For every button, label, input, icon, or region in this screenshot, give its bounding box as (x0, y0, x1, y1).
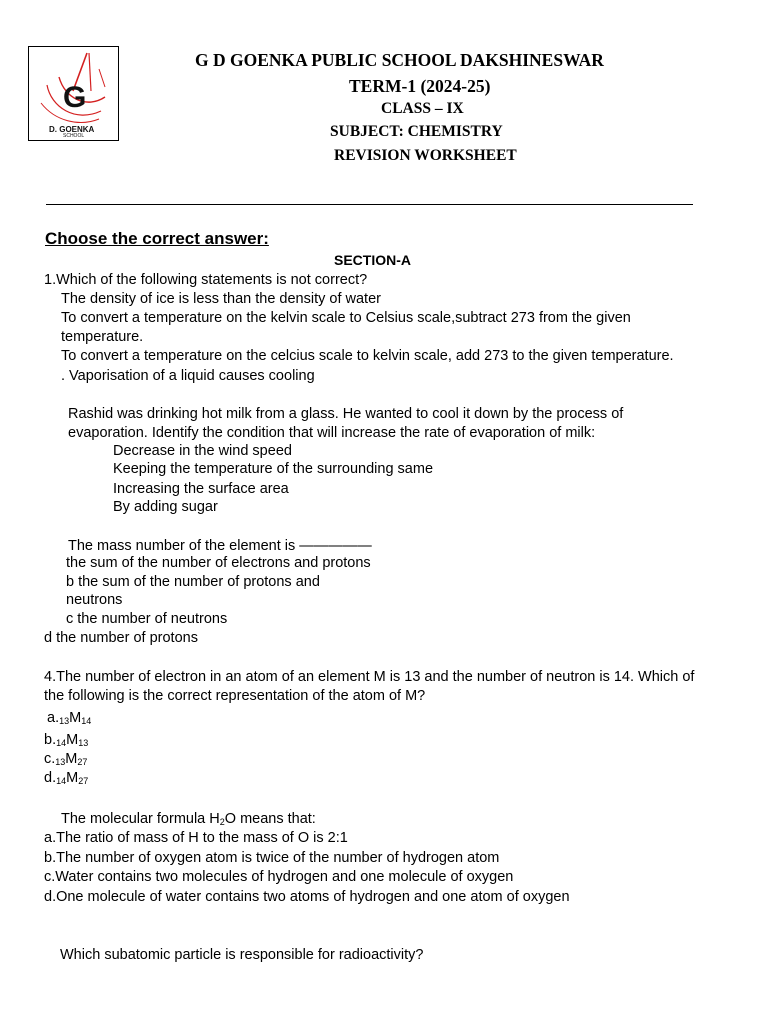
atomic-number: 14 (56, 738, 67, 748)
question-1-option-cont: temperature. (61, 329, 144, 345)
logo-brand: D. GOENKA (49, 125, 95, 134)
question-5-option: c.Water contains two molecules of hydrogen and one molecule of oxygen (44, 869, 514, 885)
question-4-stem: 4.The number of electron in an atom of an element M is 13 and the number of neutron is 14. Which of (44, 669, 695, 685)
question-1-option: The density of ice is less than the density of water (61, 291, 381, 307)
question-3-stem: The mass number of the element is ————— (68, 538, 372, 554)
question-5-stem (61, 810, 316, 831)
element-symbol: M (65, 751, 78, 767)
question-5-option: a.The ratio of mass of H to the mass of O is 2:1 (44, 830, 348, 846)
element-symbol: M (66, 770, 79, 786)
option-label: d. (44, 770, 57, 786)
mass-number: 14 (81, 716, 92, 726)
element-symbol: M (69, 710, 82, 726)
question-1-option: . Vaporisation of a liquid causes cooling (61, 368, 315, 384)
instruction-heading: Choose the correct answer: (45, 229, 269, 248)
question-4-option (47, 709, 91, 730)
question-6-stem: Which subatomic particle is responsible for radioactivity? (60, 947, 424, 963)
question-1-option: To convert a temperature on the celcius scale to kelvin scale, add 273 to the given temperature. (61, 348, 674, 364)
atomic-number: 14 (56, 776, 67, 786)
question-1-option: To convert a temperature on the kelvin scale to Celsius scale,subtract 273 from the given (61, 310, 631, 326)
option-label: c. (44, 751, 56, 767)
question-2-stem-cont: evaporation. Identify the condition that will increase the rate of evaporation of milk: (68, 425, 596, 441)
question-2-option: Increasing the surface area (113, 481, 289, 497)
worksheet-title: REVISION WORKSHEET (334, 147, 517, 164)
mass-number: 27 (78, 776, 89, 786)
section-heading: SECTION-A (334, 252, 411, 268)
question-3-option-cont: neutrons (66, 592, 123, 608)
question-1-stem: 1.Which of the following statements is not correct? (44, 272, 368, 288)
question-3-option: c the number of neutrons (66, 611, 228, 627)
option-label: a. (47, 710, 60, 726)
question-4-option (44, 769, 88, 790)
formula-subscript: 2 (219, 817, 225, 827)
logo-letter: G (63, 81, 87, 114)
atomic-number: 13 (59, 716, 70, 726)
question-3-option: the sum of the number of electrons and protons (66, 555, 371, 571)
mass-number: 13 (78, 738, 89, 748)
mass-number: 27 (77, 757, 88, 767)
question-2-option: By adding sugar (113, 499, 218, 515)
question-4-option (44, 750, 87, 771)
formula-text: The molecular formula H (61, 811, 220, 827)
school-logo (28, 46, 119, 141)
formula-text-post: O means that: (224, 811, 316, 827)
question-2-option: Keeping the temperature of the surrounding same (113, 461, 434, 477)
question-5-option: d.One molecule of water contains two atoms of hydrogen and one atom of oxygen (44, 889, 570, 905)
atomic-number: 13 (55, 757, 66, 767)
question-4-option (44, 731, 88, 752)
option-label: b. (44, 732, 57, 748)
question-3-option: d the number of protons (44, 630, 198, 646)
term-title: TERM-1 (2024-25) (349, 76, 491, 96)
subject-title: SUBJECT: CHEMISTRY (330, 123, 503, 140)
question-2-option: Decrease in the wind speed (113, 443, 292, 459)
class-title: CLASS – IX (381, 100, 464, 117)
header-divider (46, 204, 693, 205)
question-3-option: b the sum of the number of protons and (66, 574, 320, 590)
question-5-option: b.The number of oxygen atom is twice of the number of hydrogen atom (44, 850, 500, 866)
element-symbol: M (66, 732, 79, 748)
question-2-stem: Rashid was drinking hot milk from a glass. He wanted to cool it down by the process of (68, 406, 624, 422)
school-name: G D GOENKA PUBLIC SCHOOL DAKSHINESWAR (195, 50, 604, 70)
logo-subtext: SCHOOL (63, 133, 85, 139)
question-4-stem-cont: the following is the correct representation of the atom of M? (44, 688, 426, 704)
